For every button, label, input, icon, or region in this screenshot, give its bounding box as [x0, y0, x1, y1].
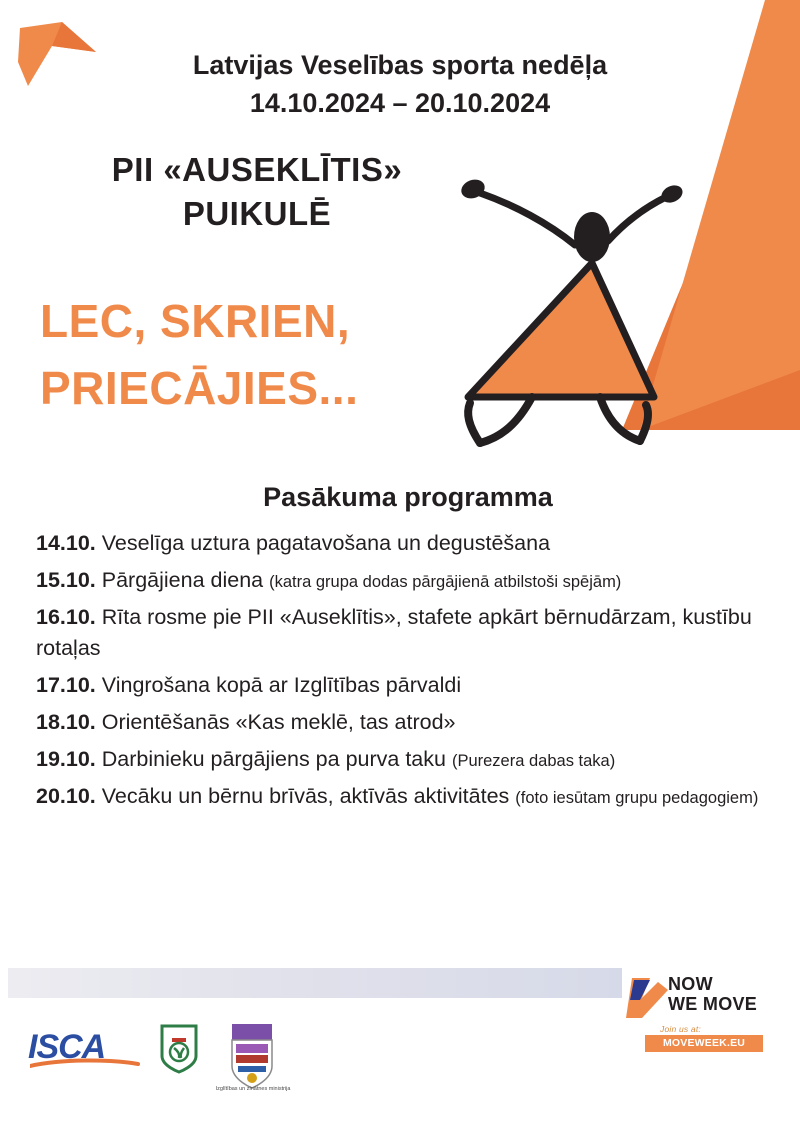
programme-text: Vecāku un bērnu brīvās, aktīvās aktivitātes [95, 783, 516, 808]
programme-date: 19.10. [36, 746, 96, 771]
programme-date: 16.10. [36, 605, 96, 630]
programme-date: 15.10. [36, 568, 96, 593]
programme-text: Veselīga uztura pagatavošana un degustēšana [95, 531, 551, 555]
nowwemove-wordmark [668, 974, 757, 1014]
programme-text: Darbinieku pārgājiens pa purva taku [95, 746, 452, 771]
list-item [36, 670, 772, 701]
list-item [36, 528, 772, 559]
list-item [36, 781, 772, 812]
programme-date: 20.10. [36, 783, 96, 808]
header-dates: 14.10.2024 – 20.10.2024 [249, 88, 551, 118]
isca-logo [28, 1028, 105, 1067]
programme-date: 18.10. [36, 709, 96, 734]
footer-gradient-band [8, 968, 622, 998]
header-title: Latvijas Veselības sporta nedēļa [192, 50, 608, 80]
slogan-line-2: PRIECĀJIES... [40, 361, 359, 414]
programme-list [36, 528, 772, 818]
programme-text: Orientēšanās «Kas meklē, tas atrod» [95, 709, 456, 734]
programme-title: Pasākuma programma [263, 482, 553, 512]
list-item [36, 744, 772, 775]
join-us-label: Join us at: [660, 1024, 701, 1034]
programme-text: Rīta rosme pie PII «Auseklītis», stafete apkārt bērnudārzam, kustību rotaļas [36, 605, 752, 660]
programme-note: (foto iesūtam grupu pedagogiem) [515, 788, 759, 807]
footer-logos [0, 974, 800, 1120]
lsfp-logo [160, 1024, 198, 1074]
nowwemove-line-2: WE MOVE [668, 994, 758, 1015]
institution-line-1: PII «AUSEKLĪTIS» [111, 151, 403, 188]
list-item [36, 565, 772, 596]
slogan-line-1: LEC, SKRIEN, [40, 295, 351, 347]
poster-header [0, 50, 800, 119]
running-figure-illustration [440, 175, 690, 465]
isca-logo-text: ISCA [28, 1028, 106, 1066]
ministry-caption: Izglītības un zinātnes ministrija [215, 1086, 291, 1092]
institution-name [42, 148, 472, 235]
nowwemove-line-1: NOW [668, 974, 713, 994]
programme-text: Pārgājiena diena [95, 568, 270, 593]
programme-date: 14.10. [36, 531, 96, 555]
programme-note: (katra grupa dodas pārgājienā atbilstoši spējām) [269, 573, 622, 592]
list-item [36, 602, 772, 663]
programme-date: 17.10. [36, 672, 96, 697]
slogan [40, 288, 470, 421]
programme-note: (Purezera dabas taka) [451, 751, 616, 770]
institution-line-2: PUIKULĒ [182, 194, 332, 232]
programme-text: Vingrošana kopā ar Izglītības pārvaldi [95, 672, 462, 697]
list-item [36, 707, 772, 738]
moveweek-url-badge[interactable]: MOVEWEEK.EU [645, 1035, 763, 1052]
ministry-logo [224, 1022, 280, 1094]
